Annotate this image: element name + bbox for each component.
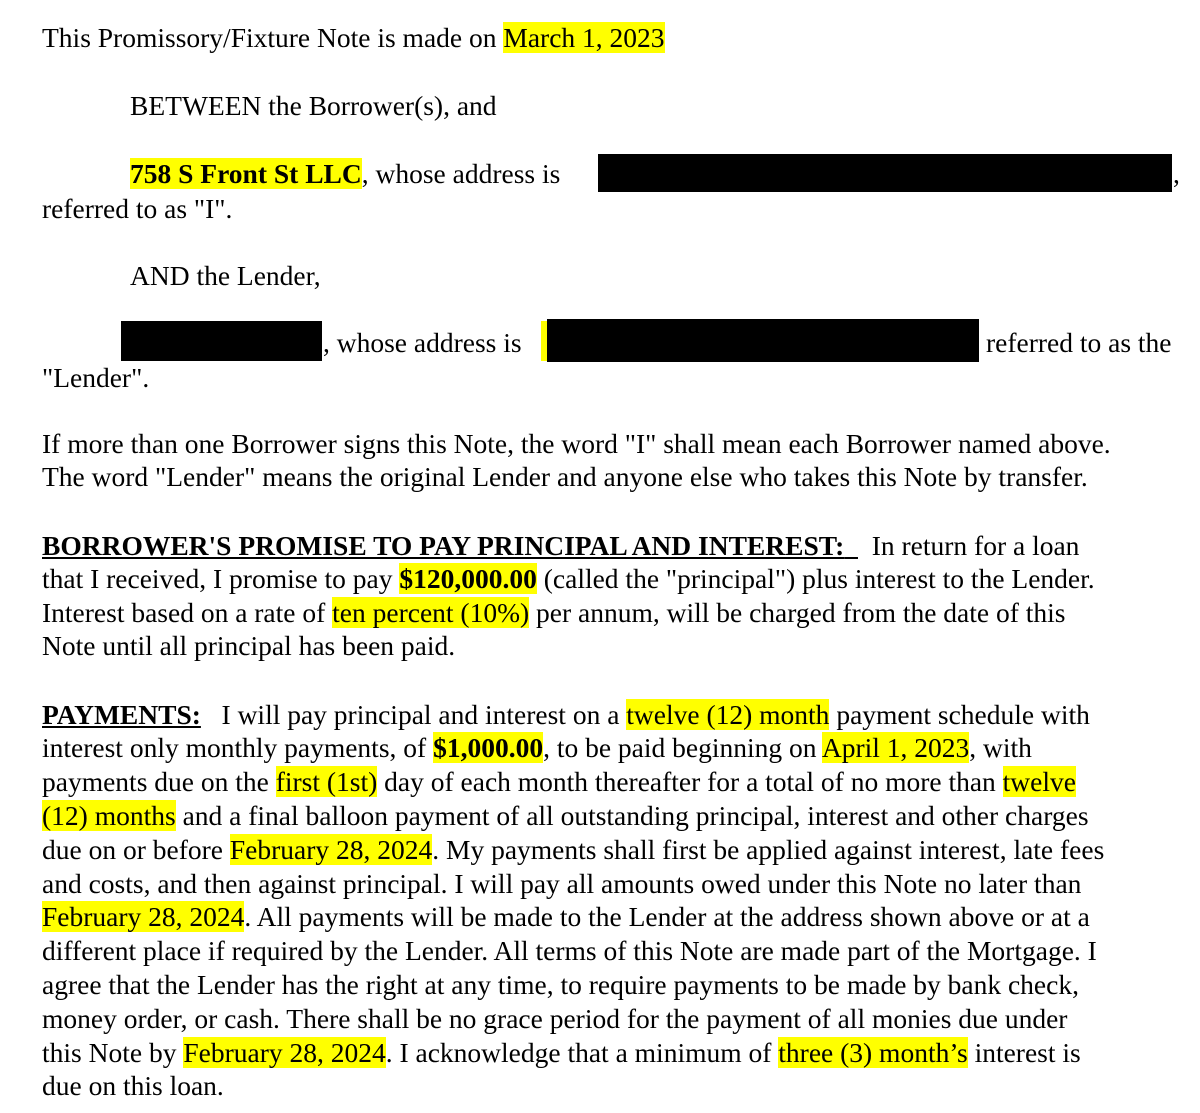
promise-line1-tail: In return for a loan <box>871 530 1080 561</box>
borrower-line <box>130 157 560 190</box>
total-months-part1: twelve <box>1002 766 1076 797</box>
payments-line-12: due on this loan. <box>42 1070 224 1101</box>
borrower-address-redaction <box>598 154 1172 192</box>
payments-line-4: (12) months and a final balloon payment of all outstanding principal, interest and other charges <box>42 800 1089 831</box>
borrower-referred: referred to as "I". <box>42 193 233 224</box>
payment-term: twelve (12) month <box>626 699 830 730</box>
payments-line-8: different place if required by the Lender. All terms of this Note are made part of the Mortgage. I <box>42 935 1097 966</box>
borrower-name: 758 S Front St LLC <box>130 158 362 189</box>
monthly-amount: $1,000.00 <box>433 732 544 763</box>
payments-line-9: agree that the Lender has the right at any time, to require payments to be made by bank check, <box>42 969 1079 1000</box>
lender-referred-line2: "Lender". <box>42 362 150 393</box>
definition-line-1: If more than one Borrower signs this Note, the word "I" shall mean each Borrower named above. <box>42 428 1111 459</box>
intro-text: This Promissory/Fixture Note is made on <box>42 22 504 53</box>
promise-heading: BORROWER'S PROMISE TO PAY PRINCIPAL AND INTEREST: <box>42 530 845 561</box>
promise-line-1 <box>42 529 1079 562</box>
minimum-interest: three (3) month’s <box>778 1037 968 1068</box>
borrower-address-prefix: , whose address is <box>361 158 561 189</box>
promise-line-3: Interest based on a rate of ten percent (10%) per annum, will be charged from the date of this <box>42 597 1066 628</box>
lender-referred: referred to as the <box>986 327 1172 358</box>
interest-rate: ten percent (10%) <box>332 597 530 628</box>
intro-line <box>42 21 665 54</box>
principal-amount: $120,000.00 <box>399 563 537 594</box>
between-line: BETWEEN the Borrower(s), and <box>130 90 497 121</box>
payments-line-6: and costs, and then against principal. I will pay all amounts owed under this Note no later than <box>42 868 1082 899</box>
promise-line-4: Note until all principal has been paid. <box>42 630 456 661</box>
payments-line-7: February 28, 2024. All payments will be made to the Lender at the address shown above or at a <box>42 901 1090 932</box>
payments-line-2: interest only monthly payments, of $1,000.00, to be paid beginning on April 1, 2023, with <box>42 732 1032 763</box>
lender-address-redaction <box>547 319 979 362</box>
payments-heading: PAYMENTS: <box>42 699 201 730</box>
maturity-date: February 28, 2024 <box>183 1037 386 1068</box>
maturity-date: February 28, 2024 <box>42 901 245 932</box>
promise-line-2: that I received, I promise to pay $120,000.00 (called the "principal") plus interest to the Lender. <box>42 563 1095 594</box>
lender-address-prefix: , whose address is <box>323 327 522 358</box>
payments-line-3: payments due on the first (1st) day of each month thereafter for a total of no more than twelve <box>42 766 1076 797</box>
definition-line-2: The word "Lender" means the original Lender and anyone else who takes this Note by transfer. <box>42 461 1088 492</box>
start-date: April 1, 2023 <box>821 732 970 763</box>
payments-line-10: money order, or cash. There shall be no grace period for the payment of all monies due under <box>42 1003 1068 1034</box>
due-day: first (1st) <box>275 766 378 797</box>
and-lender-line: AND the Lender, <box>130 260 321 291</box>
payments-line-11: this Note by February 28, 2024. I acknowledge that a minimum of three (3) month’s interest is <box>42 1037 1081 1068</box>
total-months-part2: (12) months <box>42 800 176 831</box>
borrower-address-suffix: , <box>1173 158 1180 189</box>
lender-name-redaction <box>121 321 322 361</box>
maturity-date: February 28, 2024 <box>229 834 433 865</box>
payments-line-5: due on or before February 28, 2024. My payments shall first be applied against interest, late fees <box>42 834 1105 865</box>
note-date: March 1, 2023 <box>503 22 665 53</box>
payments-line-1: PAYMENTS: I will pay principal and interest on a twelve (12) month payment schedule with <box>42 699 1090 730</box>
